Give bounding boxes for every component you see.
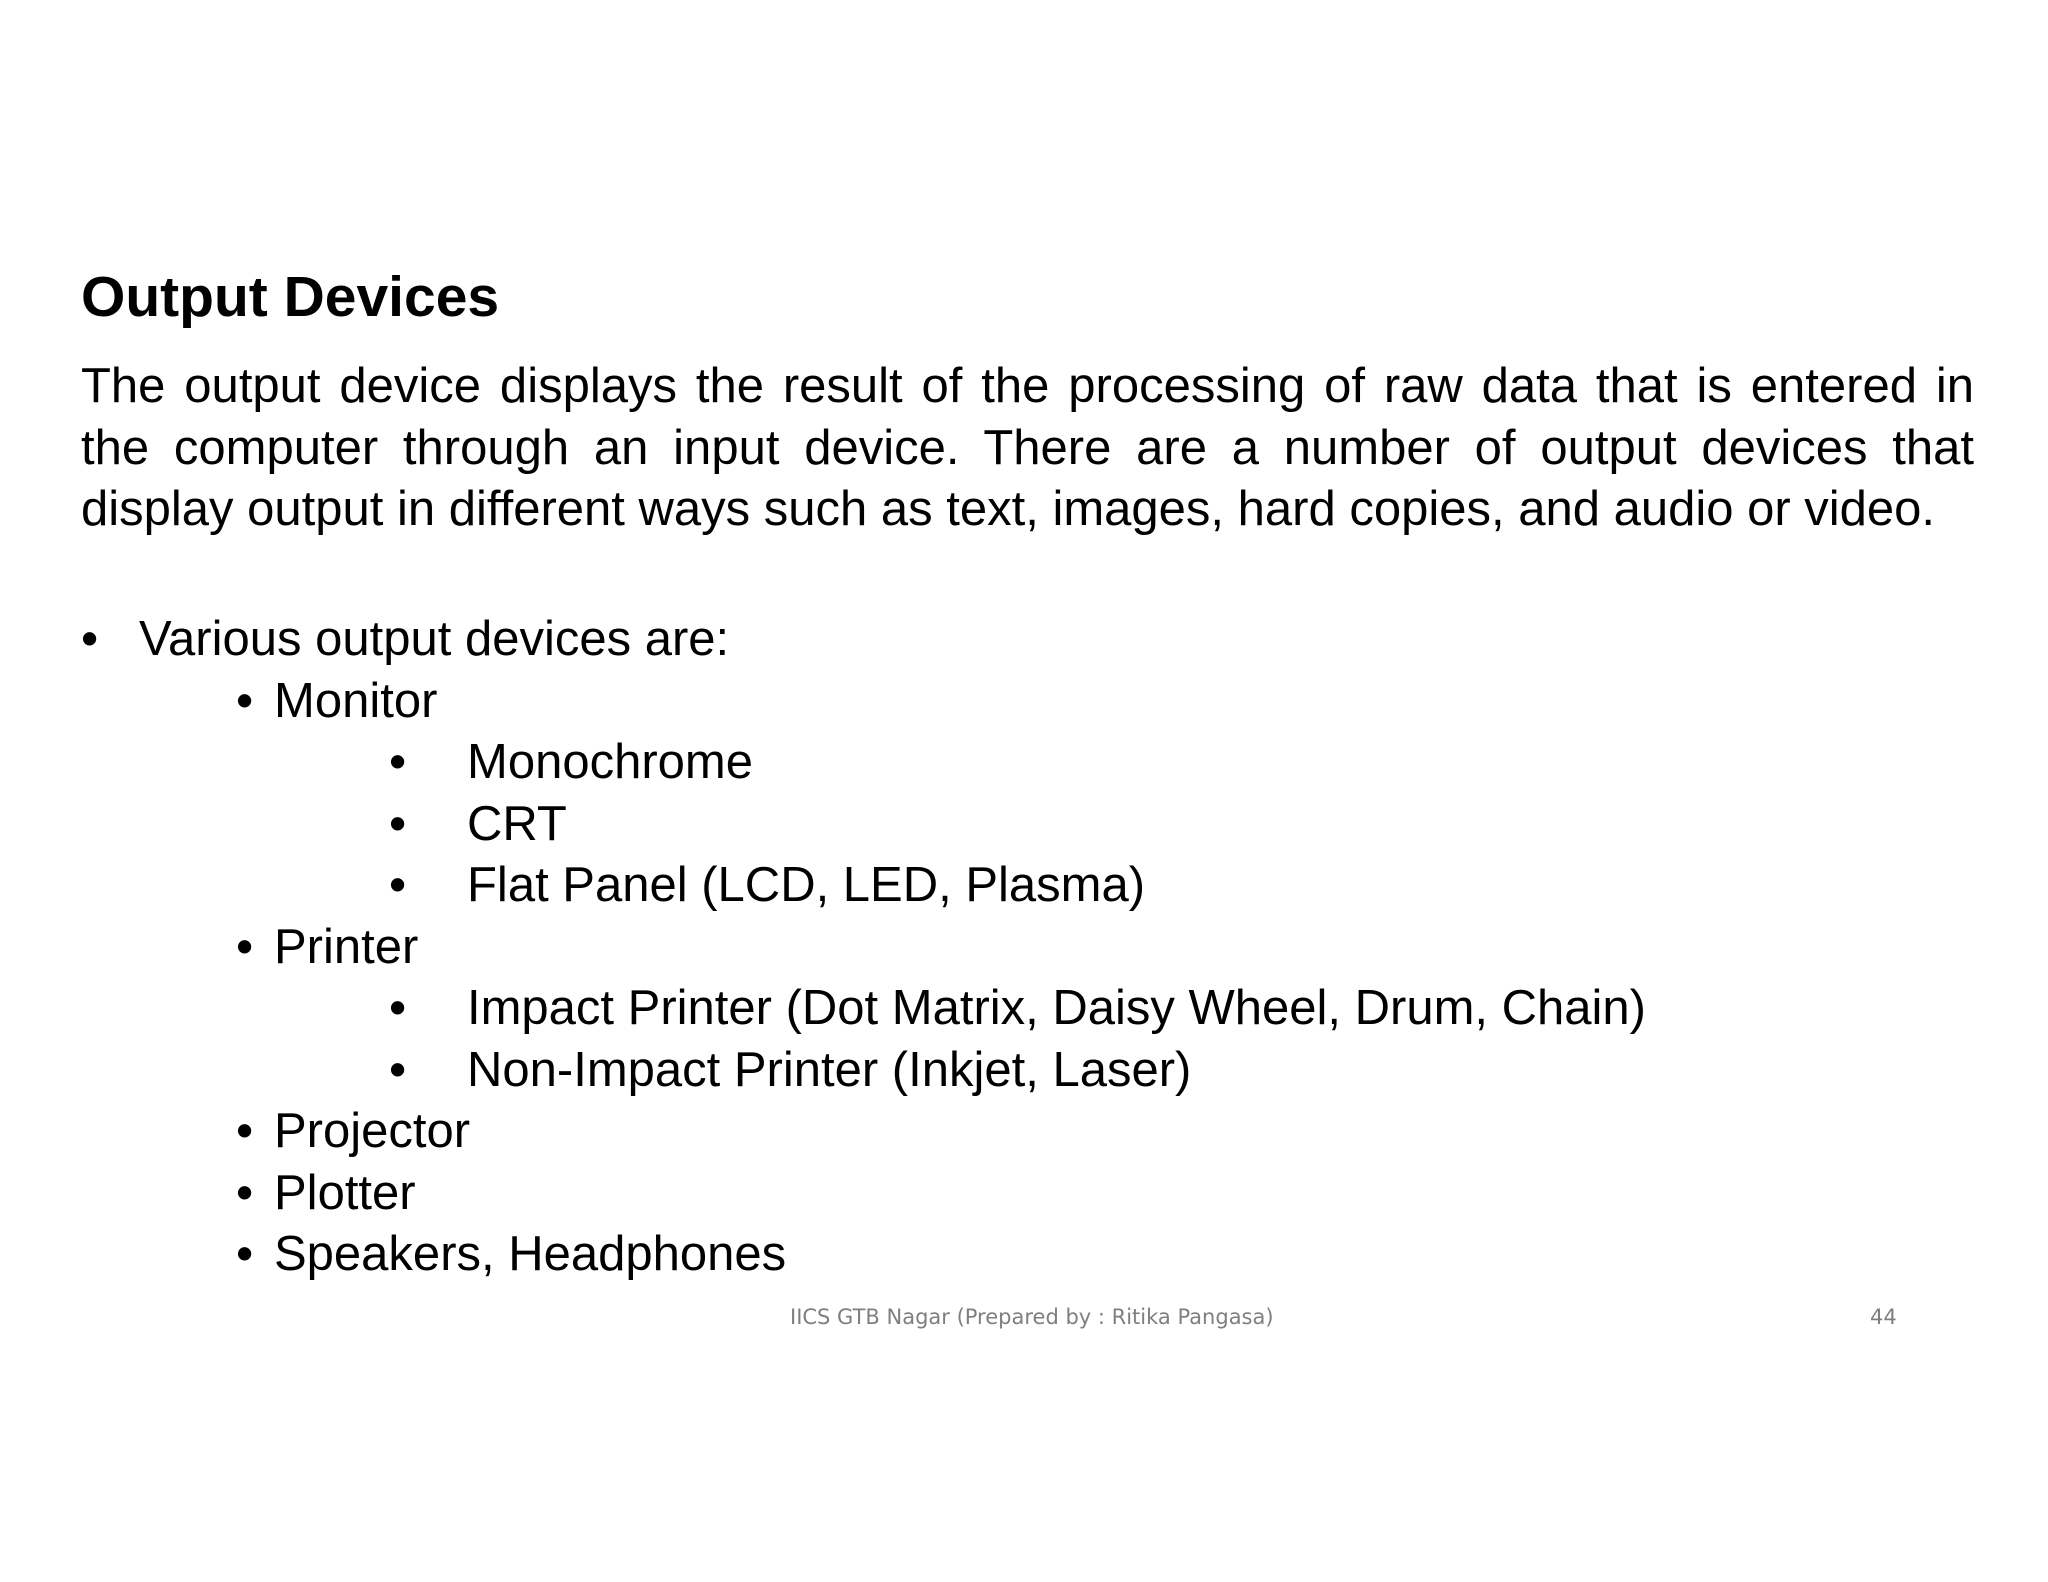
bullet-icon: • (389, 858, 407, 912)
list-item-label: Speakers, Headphones (274, 1227, 787, 1281)
sub-item-label: CRT (467, 797, 567, 851)
slide-title: Output Devices (81, 265, 500, 329)
sub-item-label: Non-Impact Printer (Inkjet, Laser) (467, 1043, 1192, 1097)
list-item-label: Monitor (274, 674, 438, 728)
page-number: 44 (1870, 1305, 1897, 1329)
sub-item-label: Monochrome (467, 735, 753, 789)
sub-item-label: Impact Printer (Dot Matrix, Daisy Wheel, Drum, Chain) (467, 981, 1646, 1035)
list-item-label: Plotter (274, 1166, 416, 1220)
sub-item-label: Flat Panel (LCD, LED, Plasma) (467, 858, 1146, 912)
bullet-icon: • (389, 1043, 407, 1097)
list-intro: Various output devices are: (139, 612, 730, 666)
list-item-label: Printer (274, 920, 419, 974)
bullet-icon: • (236, 1166, 254, 1220)
intro-paragraph: The output device displays the result of the processing of raw data that is entered in the computer through an input device. There are a number of output devices that display output in different ways such as text, images, hard copies, and audio or video. (81, 359, 1974, 536)
bullet-icon: • (389, 797, 407, 851)
list-item-label: Projector (274, 1104, 471, 1158)
bullet-icon: • (236, 674, 254, 728)
bullet-icon: • (236, 1104, 254, 1158)
bullet-icon: • (389, 735, 407, 789)
bullet-icon: • (236, 920, 254, 974)
bullet-icon: • (236, 1227, 254, 1281)
slide-footer: IICS GTB Nagar (Prepared by : Ritika Pangasa) (790, 1305, 1274, 1329)
bullet-icon: • (81, 612, 99, 666)
bullet-icon: • (389, 981, 407, 1035)
